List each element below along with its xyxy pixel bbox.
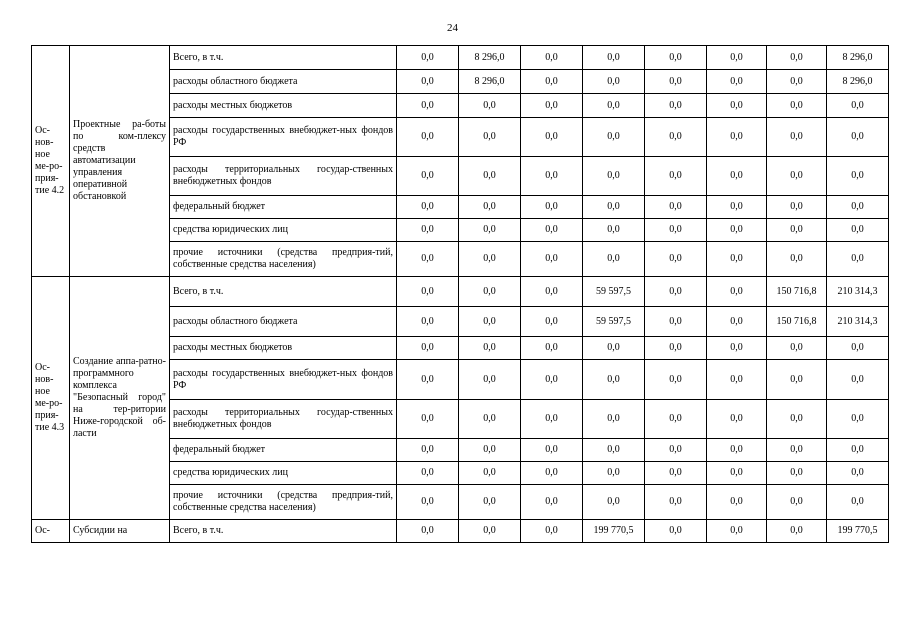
amount-cell: 0,0 (521, 485, 583, 520)
funding-source-cell: средства юридических лиц (170, 462, 397, 485)
table-row (32, 46, 889, 70)
amount-cell: 0,0 (583, 462, 645, 485)
funding-source-cell: Всего, в т.ч. (170, 46, 397, 70)
amount-cell: 0,0 (707, 219, 767, 242)
amount-cell: 0,0 (583, 400, 645, 439)
amount-cell: 0,0 (459, 196, 521, 219)
amount-cell: 0,0 (767, 46, 827, 70)
amount-cell: 0,0 (397, 360, 459, 400)
amount-cell: 199 770,5 (583, 520, 645, 543)
amount-cell: 0,0 (707, 485, 767, 520)
amount-cell: 0,0 (459, 94, 521, 118)
amount-cell: 0,0 (645, 70, 707, 94)
amount-cell: 0,0 (767, 337, 827, 360)
amount-cell: 0,0 (397, 400, 459, 439)
amount-cell: 0,0 (767, 242, 827, 277)
amount-cell: 0,0 (645, 360, 707, 400)
amount-cell: 0,0 (397, 485, 459, 520)
funding-source-cell: расходы областного бюджета (170, 307, 397, 337)
amount-cell: 0,0 (583, 439, 645, 462)
amount-cell: 0,0 (397, 520, 459, 543)
amount-cell: 0,0 (583, 485, 645, 520)
amount-cell: 0,0 (521, 242, 583, 277)
amount-cell: 0,0 (645, 94, 707, 118)
measure-code-cell: Ос- (32, 520, 70, 543)
amount-cell: 0,0 (397, 157, 459, 196)
amount-cell: 0,0 (827, 400, 889, 439)
table-row (32, 520, 889, 543)
amount-cell: 0,0 (645, 520, 707, 543)
funding-source-cell: расходы областного бюджета (170, 70, 397, 94)
amount-cell: 0,0 (767, 400, 827, 439)
amount-cell: 0,0 (459, 157, 521, 196)
funding-source-cell: расходы местных бюджетов (170, 94, 397, 118)
amount-cell: 0,0 (645, 219, 707, 242)
amount-cell: 0,0 (707, 196, 767, 219)
amount-cell: 0,0 (583, 360, 645, 400)
amount-cell: 0,0 (397, 337, 459, 360)
amount-cell: 0,0 (583, 196, 645, 219)
amount-cell: 0,0 (459, 360, 521, 400)
amount-cell: 0,0 (707, 94, 767, 118)
amount-cell: 0,0 (645, 196, 707, 219)
amount-cell: 0,0 (459, 485, 521, 520)
amount-cell: 0,0 (767, 485, 827, 520)
amount-cell: 0,0 (459, 118, 521, 157)
amount-cell: 0,0 (707, 118, 767, 157)
amount-cell: 0,0 (397, 196, 459, 219)
amount-cell: 0,0 (827, 462, 889, 485)
funding-source-cell: расходы государственных внебюджет-ных фондов РФ (170, 118, 397, 157)
amount-cell: 0,0 (645, 400, 707, 439)
amount-cell: 0,0 (521, 196, 583, 219)
amount-cell: 0,0 (521, 400, 583, 439)
amount-cell: 0,0 (827, 242, 889, 277)
amount-cell: 0,0 (707, 439, 767, 462)
amount-cell: 0,0 (521, 462, 583, 485)
amount-cell: 0,0 (521, 94, 583, 118)
page-number: 24 (447, 22, 458, 34)
amount-cell: 0,0 (459, 219, 521, 242)
amount-cell: 0,0 (397, 439, 459, 462)
amount-cell: 0,0 (583, 46, 645, 70)
amount-cell: 0,0 (767, 219, 827, 242)
amount-cell: 59 597,5 (583, 307, 645, 337)
amount-cell: 0,0 (767, 118, 827, 157)
amount-cell: 0,0 (645, 277, 707, 307)
amount-cell: 0,0 (827, 439, 889, 462)
funding-source-cell: Всего, в т.ч. (170, 520, 397, 543)
amount-cell: 0,0 (827, 337, 889, 360)
amount-cell: 0,0 (459, 277, 521, 307)
amount-cell: 0,0 (645, 337, 707, 360)
amount-cell: 0,0 (767, 196, 827, 219)
amount-cell: 0,0 (459, 242, 521, 277)
amount-cell: 0,0 (521, 337, 583, 360)
amount-cell: 0,0 (459, 337, 521, 360)
amount-cell: 0,0 (707, 307, 767, 337)
amount-cell: 0,0 (645, 46, 707, 70)
amount-cell: 0,0 (583, 70, 645, 94)
amount-cell: 8 296,0 (827, 70, 889, 94)
amount-cell: 210 314,3 (827, 307, 889, 337)
amount-cell: 0,0 (707, 242, 767, 277)
funding-source-cell: прочие источники (средства предприя-тий, собственные средства населения) (170, 242, 397, 277)
amount-cell: 0,0 (827, 219, 889, 242)
amount-cell: 0,0 (397, 242, 459, 277)
budget-table (31, 45, 889, 543)
funding-source-cell: Всего, в т.ч. (170, 277, 397, 307)
amount-cell: 8 296,0 (459, 46, 521, 70)
amount-cell: 0,0 (827, 157, 889, 196)
funding-source-cell: расходы территориальных государ-ственных внебюджетных фондов (170, 157, 397, 196)
amount-cell: 0,0 (767, 360, 827, 400)
funding-source-cell: прочие источники (средства предприя-тий, собственные средства населения) (170, 485, 397, 520)
amount-cell: 59 597,5 (583, 277, 645, 307)
amount-cell: 0,0 (521, 360, 583, 400)
amount-cell: 0,0 (645, 307, 707, 337)
amount-cell: 0,0 (459, 439, 521, 462)
amount-cell: 0,0 (397, 46, 459, 70)
measure-code-cell: Ос-нов-ное ме-ро-прия-тие 4.2 (32, 46, 70, 277)
amount-cell: 0,0 (397, 307, 459, 337)
measure-name-cell: Субсидии на (70, 520, 170, 543)
budget-body (32, 46, 889, 543)
amount-cell: 0,0 (707, 70, 767, 94)
amount-cell: 0,0 (645, 485, 707, 520)
amount-cell: 0,0 (521, 118, 583, 157)
amount-cell: 210 314,3 (827, 277, 889, 307)
amount-cell: 0,0 (583, 219, 645, 242)
amount-cell: 0,0 (397, 219, 459, 242)
amount-cell: 0,0 (827, 94, 889, 118)
amount-cell: 150 716,8 (767, 277, 827, 307)
measure-name-cell: Проектные ра-боты по ком-плексу средств автоматизации управления оперативной обстановкой (70, 46, 170, 277)
amount-cell: 0,0 (707, 360, 767, 400)
amount-cell: 0,0 (397, 70, 459, 94)
amount-cell: 0,0 (459, 307, 521, 337)
amount-cell: 0,0 (397, 94, 459, 118)
funding-source-cell: расходы государственных внебюджет-ных фондов РФ (170, 360, 397, 400)
amount-cell: 0,0 (707, 400, 767, 439)
measure-code-cell: Ос-нов-ное ме-ро-прия-тие 4.3 (32, 277, 70, 520)
funding-source-cell: расходы территориальных государ-ственных внебюджетных фондов (170, 400, 397, 439)
amount-cell: 0,0 (645, 157, 707, 196)
amount-cell: 0,0 (397, 277, 459, 307)
amount-cell: 0,0 (767, 157, 827, 196)
amount-cell: 0,0 (767, 439, 827, 462)
amount-cell: 8 296,0 (827, 46, 889, 70)
amount-cell: 0,0 (827, 360, 889, 400)
amount-cell: 0,0 (827, 118, 889, 157)
amount-cell: 0,0 (827, 196, 889, 219)
amount-cell: 0,0 (521, 70, 583, 94)
amount-cell: 0,0 (459, 400, 521, 439)
amount-cell: 0,0 (645, 462, 707, 485)
measure-name-cell: Создание аппа-ратно-программного комплекса "Безопасный город" на тер-ритории Ниже-городской об-ласти (70, 277, 170, 520)
amount-cell: 0,0 (767, 94, 827, 118)
amount-cell: 8 296,0 (459, 70, 521, 94)
amount-cell: 0,0 (583, 337, 645, 360)
amount-cell: 0,0 (827, 485, 889, 520)
amount-cell: 0,0 (707, 157, 767, 196)
amount-cell: 0,0 (707, 520, 767, 543)
amount-cell: 0,0 (583, 94, 645, 118)
amount-cell: 150 716,8 (767, 307, 827, 337)
funding-source-cell: федеральный бюджет (170, 196, 397, 219)
amount-cell: 0,0 (521, 277, 583, 307)
amount-cell: 0,0 (583, 157, 645, 196)
amount-cell: 0,0 (397, 118, 459, 157)
amount-cell: 0,0 (583, 118, 645, 157)
amount-cell: 0,0 (707, 337, 767, 360)
funding-source-cell: расходы местных бюджетов (170, 337, 397, 360)
amount-cell: 0,0 (397, 462, 459, 485)
amount-cell: 0,0 (767, 70, 827, 94)
amount-cell: 0,0 (645, 118, 707, 157)
amount-cell: 0,0 (645, 439, 707, 462)
amount-cell: 0,0 (707, 46, 767, 70)
amount-cell: 0,0 (521, 520, 583, 543)
amount-cell: 0,0 (521, 157, 583, 196)
amount-cell: 0,0 (459, 520, 521, 543)
amount-cell: 0,0 (521, 307, 583, 337)
amount-cell: 0,0 (521, 46, 583, 70)
amount-cell: 0,0 (767, 520, 827, 543)
amount-cell: 199 770,5 (827, 520, 889, 543)
funding-source-cell: федеральный бюджет (170, 439, 397, 462)
amount-cell: 0,0 (645, 242, 707, 277)
amount-cell: 0,0 (521, 219, 583, 242)
table-row (32, 277, 889, 307)
amount-cell: 0,0 (583, 242, 645, 277)
amount-cell: 0,0 (521, 439, 583, 462)
amount-cell: 0,0 (767, 462, 827, 485)
amount-cell: 0,0 (707, 277, 767, 307)
funding-source-cell: средства юридических лиц (170, 219, 397, 242)
amount-cell: 0,0 (707, 462, 767, 485)
amount-cell: 0,0 (459, 462, 521, 485)
